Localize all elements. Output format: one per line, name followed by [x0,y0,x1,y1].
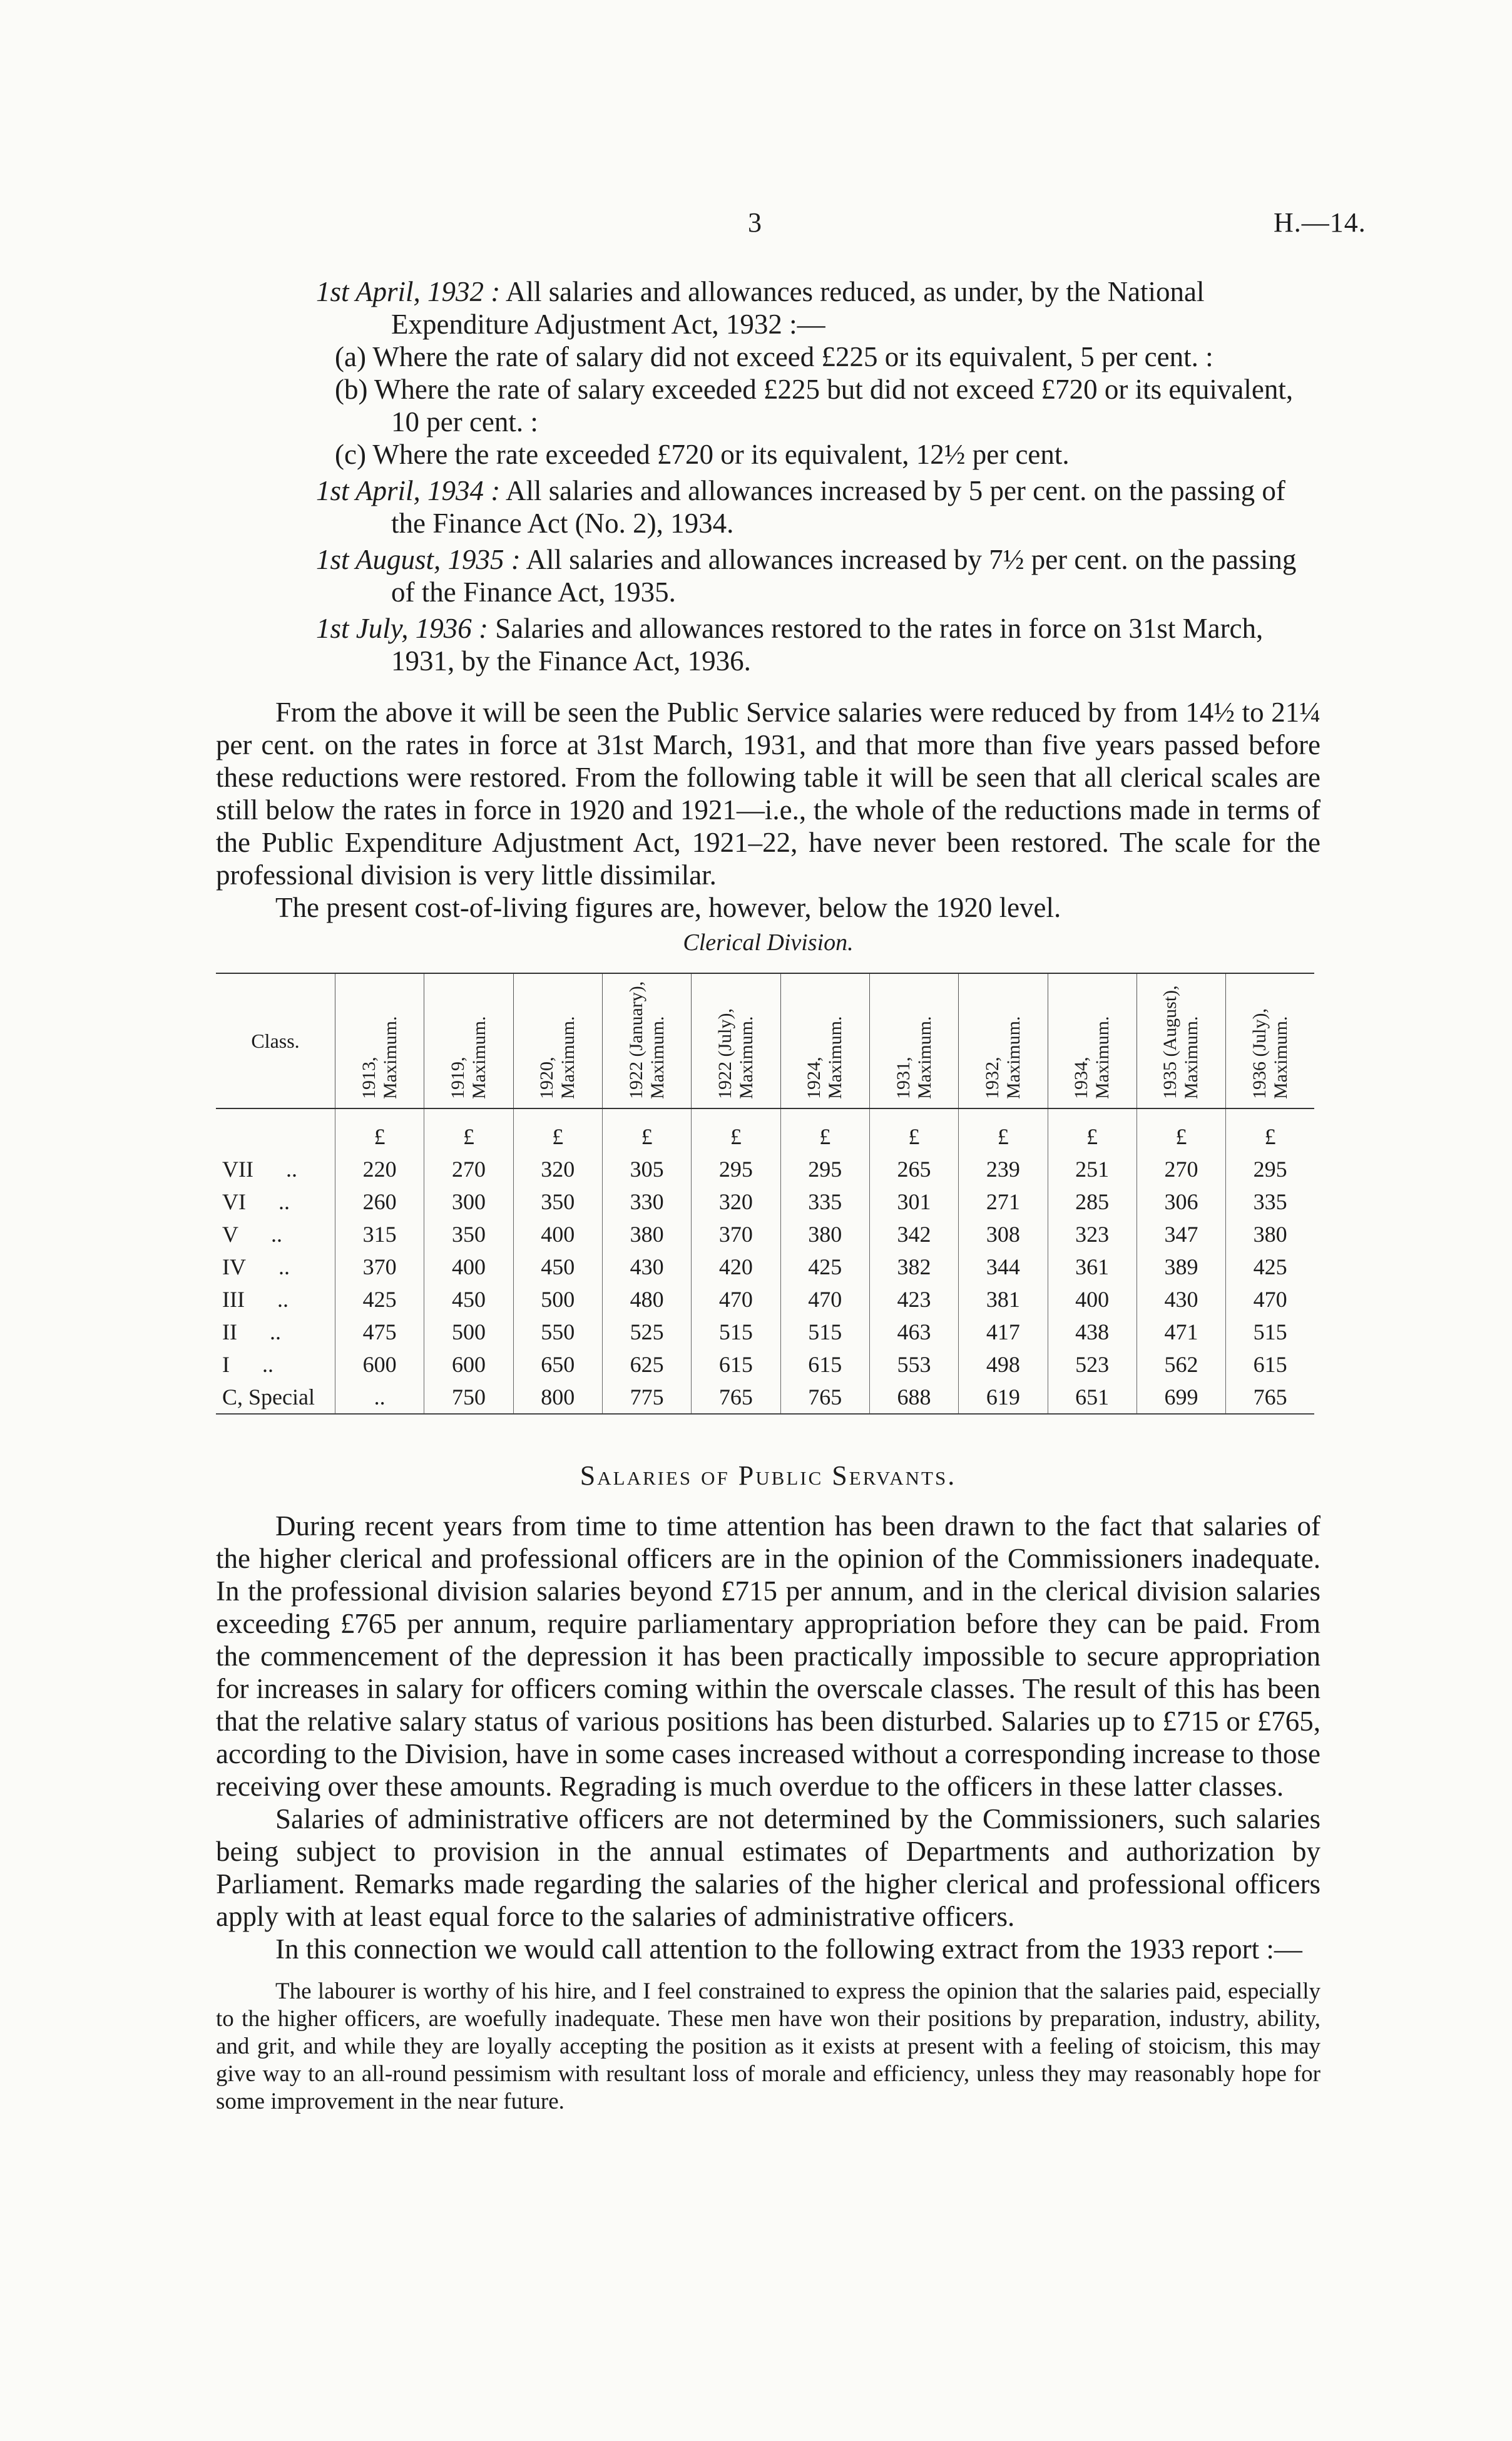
column-header: 1932, Maximum. [959,973,1048,1108]
value-cell: 498 [959,1348,1048,1381]
value-cell: 295 [780,1153,869,1185]
class-label: III [222,1287,245,1312]
value-cell: 475 [335,1316,424,1348]
value-cell: 361 [1048,1251,1137,1283]
value-cell: 500 [424,1316,513,1348]
clerical-salary-table [216,973,1314,1415]
value-cell: 600 [424,1348,513,1381]
value-cell: 347 [1137,1218,1225,1251]
value-cell: 260 [335,1185,424,1218]
table-row [216,1283,1314,1316]
value-cell: 450 [424,1283,513,1316]
column-header: 1924, Maximum. [780,973,869,1108]
value-cell: 370 [335,1251,424,1283]
value-cell: 270 [1137,1153,1225,1185]
value-cell: 699 [1137,1381,1225,1414]
column-header: 1935 (August), Maximum. [1137,973,1225,1108]
value-cell: 470 [780,1283,869,1316]
paragraph: In this connection we would call attention to the following extract from the 1933 report :— [275,1933,1302,1965]
leader-dots: .. [278,1254,290,1279]
paragraph: From the above it will be seen the Public Service salaries were reduced by from 14½ to 21¼ per cent. on the rates in force at 31st March, 1931, and that more than five years passed before these reductions were restored. From the following table it will be seen that all clerical scales are still below the rates in force in 1920 and 1921—i.e., the whole of the reductions made in terms of the Public Expenditure Adjustment Act, 1921–22, have never been restored. The scale for the professional division is very little dissimilar. [216,697,1320,891]
value-cell: 650 [513,1348,602,1381]
value-cell: 320 [692,1185,780,1218]
value-cell: 270 [424,1153,513,1185]
value-cell: 400 [424,1251,513,1283]
table-row [216,1153,1314,1185]
value-cell: 271 [959,1185,1048,1218]
value-cell: .. [335,1381,424,1414]
value-cell: 430 [602,1251,691,1283]
column-header: 1913, Maximum. [335,973,424,1108]
history-text: All salaries and allowances increased by 7½ per cent. on the passing of the Finance Act, 1935. [391,544,1297,608]
class-cell [216,1316,335,1348]
class-label: IV [222,1254,246,1279]
value-cell: 450 [513,1251,602,1283]
history-text: All salaries and allowances increased by 5 per cent. on the passing of the Finance Act (No. 2), 1934. [391,475,1285,539]
history-date: 1st April, 1932 : [316,276,501,307]
value-cell: 285 [1048,1185,1137,1218]
unit-cell: £ [780,1108,869,1153]
unit-cell: £ [869,1108,958,1153]
value-cell: 470 [692,1283,780,1316]
class-label: I [222,1352,230,1377]
value-cell: 301 [869,1185,958,1218]
value-cell: 800 [513,1381,602,1414]
class-label: VII [222,1157,253,1182]
value-cell: 382 [869,1251,958,1283]
value-cell: 308 [959,1218,1048,1251]
history-sub: (b) Where the rate of salary exceeded £225 but did not exceed £720 or its equivalent, 10 per cent. : [335,374,1294,438]
unit-cell: £ [602,1108,691,1153]
value-cell: 651 [1048,1381,1137,1414]
value-cell: 330 [602,1185,691,1218]
value-cell: 523 [1048,1348,1137,1381]
value-cell: 420 [692,1251,780,1283]
table-header-row [216,973,1314,1108]
table-body [216,1108,1314,1414]
paragraph: The present cost-of-living figures are, however, below the 1920 level. [275,892,1061,923]
column-header: 1920, Maximum. [513,973,602,1108]
value-cell: 500 [513,1283,602,1316]
unit-cell: £ [1048,1108,1137,1153]
value-cell: 615 [780,1348,869,1381]
value-cell: 344 [959,1251,1048,1283]
leader-dots: .. [277,1287,289,1312]
value-cell: 553 [869,1348,958,1381]
value-cell: 239 [959,1153,1048,1185]
history-entry [216,543,1320,608]
value-cell: 425 [335,1283,424,1316]
history-date: 1st July, 1936 : [316,613,488,644]
value-cell: 525 [602,1316,691,1348]
history-entry [216,612,1320,677]
value-cell: 765 [692,1381,780,1414]
unit-cell: £ [335,1108,424,1153]
leader-dots: .. [285,1157,297,1182]
value-cell: 615 [1226,1348,1314,1381]
value-cell: 342 [869,1218,958,1251]
history-date: 1st August, 1935 : [316,544,521,575]
value-cell: 515 [692,1316,780,1348]
value-cell: 765 [1226,1381,1314,1414]
history-date: 1st April, 1934 : [316,475,501,506]
value-cell: 400 [1048,1283,1137,1316]
column-header: Class. [216,973,335,1108]
value-cell: 619 [959,1381,1048,1414]
unit-row [216,1108,1314,1153]
value-cell: 470 [1226,1283,1314,1316]
value-cell: 315 [335,1218,424,1251]
column-header: 1922 (January), Maximum. [602,973,691,1108]
value-cell: 417 [959,1316,1048,1348]
leader-dots: .. [262,1352,273,1377]
history-sub: (a) Where the rate of salary did not exceed £225 or its equivalent, 5 per cent. : [335,341,1213,372]
value-cell: 438 [1048,1316,1137,1348]
unit-cell: £ [1226,1108,1314,1153]
unit-cell: £ [424,1108,513,1153]
value-cell: 220 [335,1153,424,1185]
value-cell: 320 [513,1153,602,1185]
table-row [216,1251,1314,1283]
value-cell: 335 [1226,1185,1314,1218]
value-cell: 625 [602,1348,691,1381]
value-cell: 380 [1226,1218,1314,1251]
table-row [216,1218,1314,1251]
value-cell: 295 [1226,1153,1314,1185]
value-cell: 300 [424,1185,513,1218]
value-cell: 265 [869,1153,958,1185]
value-cell: 350 [513,1185,602,1218]
value-cell: 380 [780,1218,869,1251]
value-cell: 515 [1226,1316,1314,1348]
column-header: 1934, Maximum. [1048,973,1137,1108]
column-header: 1919, Maximum. [424,973,513,1108]
history-entry [216,275,1320,340]
value-cell: 515 [780,1316,869,1348]
class-label: VI [222,1189,246,1214]
table-caption: Clerical Division. [683,929,854,956]
value-cell: 323 [1048,1218,1137,1251]
paragraph: During recent years from time to time attention has been drawn to the fact that salaries of the higher clerical and professional officers are in the opinion of the Commissioners inadequate. In the professional division salaries beyond £715 per annum, and in the clerical division salaries exceeding £765 per annum, require parliamentary appropriation before they can be paid. From the commencement of the depression it has been practically impossible to secure appropriation for increases in salary for officers coming within the overscale classes. The result of this has been that the relative salary status of various positions has been disturbed. Salaries up to £715 or £765, according to the Division, have in some cases increased without a corresponding increase to those receiving over these amounts. Regrading is much overdue to the officers in these latter classes. [216,1510,1320,1802]
page-number: 3 [748,207,762,238]
value-cell: 295 [692,1153,780,1185]
class-label: V [222,1222,238,1247]
value-cell: 750 [424,1381,513,1414]
history-entry [216,474,1320,540]
class-cell [216,1218,335,1251]
value-cell: 251 [1048,1153,1137,1185]
value-cell: 335 [780,1185,869,1218]
value-cell: 600 [335,1348,424,1381]
value-cell: 370 [692,1218,780,1251]
value-cell: 350 [424,1218,513,1251]
value-cell: 463 [869,1316,958,1348]
column-header: 1936 (July), Maximum. [1226,973,1314,1108]
leader-dots: .. [278,1189,290,1214]
unit-cell: £ [1137,1108,1225,1153]
value-cell: 400 [513,1218,602,1251]
class-cell [216,1283,335,1316]
class-label: II [222,1319,237,1344]
history-section [216,275,1320,2116]
table-row [216,1185,1314,1218]
unit-cell: £ [959,1108,1048,1153]
value-cell: 425 [1226,1251,1314,1283]
leader-dots: .. [269,1319,281,1344]
value-cell: 389 [1137,1251,1225,1283]
class-cell [216,1381,335,1414]
table-row [216,1381,1314,1414]
value-cell: 305 [602,1153,691,1185]
table-row [216,1316,1314,1348]
column-header: 1922 (July), Maximum. [692,973,780,1108]
column-header: 1931, Maximum. [869,973,958,1108]
value-cell: 688 [869,1381,958,1414]
section-heading: Salaries of Public Servants. [580,1460,957,1491]
table-row [216,1348,1314,1381]
value-cell: 471 [1137,1316,1225,1348]
unit-cell-blank [216,1108,335,1153]
class-cell [216,1251,335,1283]
paragraph: Salaries of administrative officers are not determined by the Commissioners, such salaries being subject to provision in the annual estimates of Departments and authorization by Parliament. Remarks made regarding the salaries of the higher clerical and professional officers apply with at least equal force to the salaries of administrative officers. [216,1803,1320,1932]
leader-dots: .. [271,1222,282,1247]
value-cell: 550 [513,1316,602,1348]
value-cell: 381 [959,1283,1048,1316]
class-cell [216,1185,335,1218]
value-cell: 425 [780,1251,869,1283]
quoted-extract: The labourer is worthy of his hire, and I feel constrained to express the opinion that the salaries paid, especially to the higher officers, are woefully inadequate. These men have won their positions by preparation, industry, ability, and grit, and while they are loyally accepting the position as it exists at present with a feeling of stoicism, this may give way to an all-round pessimism with resultant loss of morale and efficiency, unless they may reasonably hope for some improvement in the near future. [216,1978,1320,2114]
history-text: All salaries and allowances reduced, as under, by the National Expenditure Adjustment Act, 1932 :— [391,276,1205,340]
class-cell [216,1348,335,1381]
value-cell: 775 [602,1381,691,1414]
value-cell: 562 [1137,1348,1225,1381]
value-cell: 380 [602,1218,691,1251]
document-code: H.—14. [1274,207,1366,238]
class-label: C, Special [222,1384,315,1410]
value-cell: 480 [602,1283,691,1316]
unit-cell: £ [513,1108,602,1153]
value-cell: 615 [692,1348,780,1381]
value-cell: 765 [780,1381,869,1414]
history-sub: (c) Where the rate exceeded £720 or its equivalent, 12½ per cent. [335,439,1070,470]
value-cell: 423 [869,1283,958,1316]
value-cell: 430 [1137,1283,1225,1316]
class-cell [216,1153,335,1185]
history-text: Salaries and allowances restored to the rates in force on 31st March, 1931, by the Finance Act, 1936. [391,613,1264,677]
value-cell: 306 [1137,1185,1225,1218]
unit-cell: £ [692,1108,780,1153]
